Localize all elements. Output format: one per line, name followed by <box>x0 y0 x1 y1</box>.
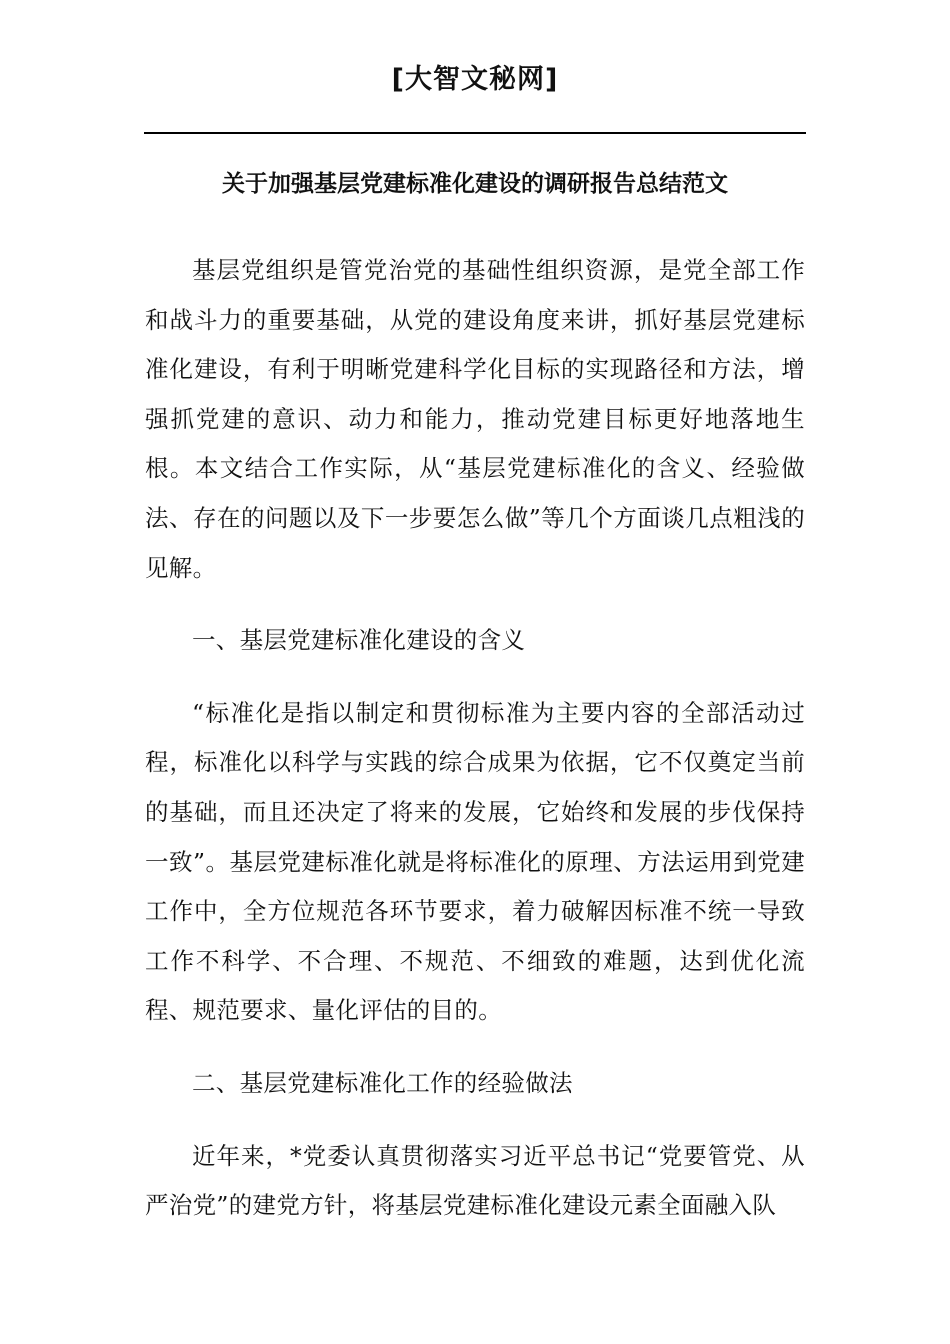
section-heading-1: 一、基层党建标准化建设的含义 <box>192 626 526 655</box>
section-2-paragraph: 近年来，*党委认真贯彻落实习近平总书记“党要管党、从严治党”的建党方针，将基层党建标准化建设元素全面融入队 <box>145 1141 805 1220</box>
document-title: 关于加强基层党建标准化建设的调研报告总结范文 <box>222 171 728 197</box>
document-body <box>145 246 805 1254</box>
intro-paragraph: 基层党组织是管党治党的基础性组织资源，是党全部工作和战斗力的重要基础，从党的建设角度来讲，抓好基层党建标准化建设，有利于明晰党建科学化目标的实现路径和方法，增强抓党建的意识、动力和能力，推动党建目标更好地落地生根。本文结合工作实际，从“基层党建标准化的含义、经验做法、存在的问题以及下一步要怎么做”等几个方面谈几点粗浅的见解。 <box>145 256 805 582</box>
section-heading-2: 二、基层党建标准化工作的经验做法 <box>192 1068 573 1097</box>
section-1-paragraph: “标准化是指以制定和贯彻标准为主要内容的全部活动过程，标准化以科学与实践的综合成果为依据，它不仅奠定当前的基础，而且还决定了将来的发展，它始终和发展的步伐保持一致”。基层党建标准化就是将标准化的原理、方法运用到党建工作中，全方位规范各环节要求，着力破解因标准不统一导致工作不科学、不合理、不规范、不细致的难题，达到优化流程、规范要求、量化评估的目的。 <box>145 698 805 1025</box>
site-header: [大智文秘网] <box>391 64 559 95</box>
header-divider <box>144 132 806 134</box>
